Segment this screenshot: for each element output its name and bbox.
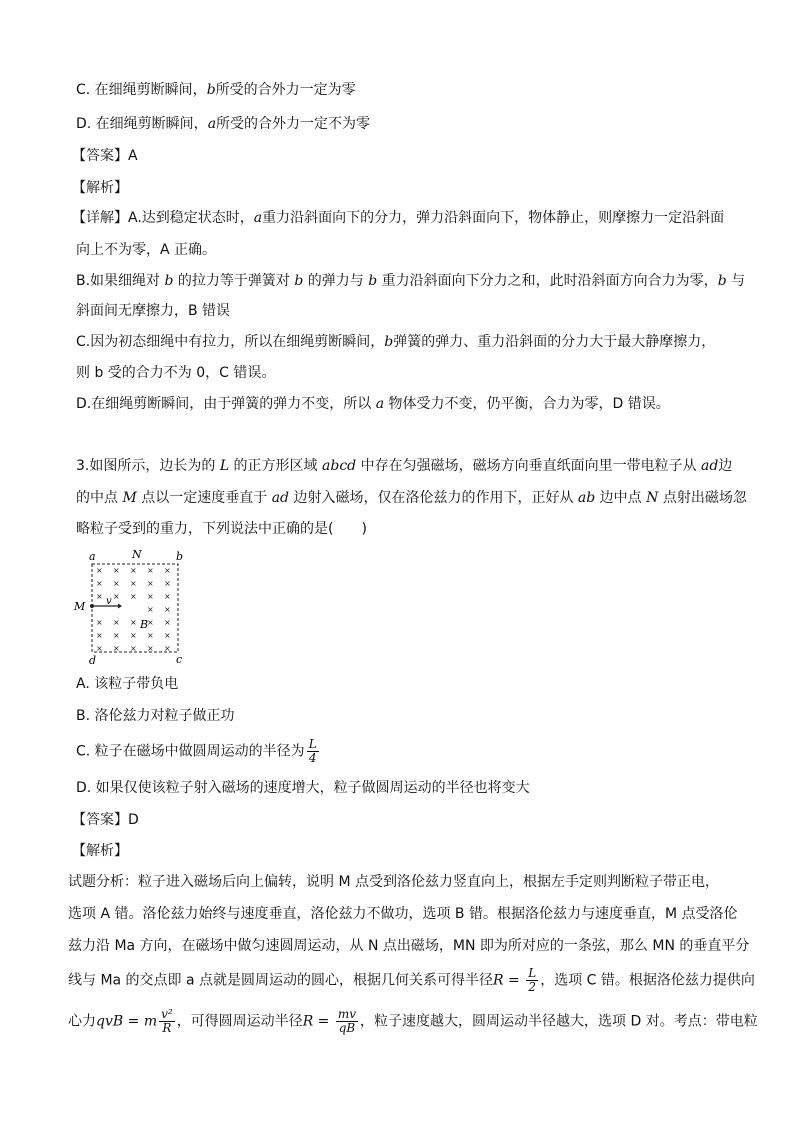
text: 点射出磁场忽	[658, 490, 747, 506]
q3-explain-3: 兹力沿 Ma 方向，在磁场中做匀速圆周运动，从 N 点出磁场，MN 即为所对应的一条弦，那么 MN 的垂直平分	[68, 938, 750, 954]
fraction-L-over-2	[526, 967, 538, 994]
field-cross: ×	[130, 579, 137, 588]
denominator: 2	[528, 980, 537, 994]
arrowhead	[118, 604, 122, 609]
text: 点以一定速度垂直于	[136, 490, 272, 506]
q3-option-c	[76, 738, 321, 765]
text: 重力沿斜面向下的分力，弹力沿斜面向下，物体静止，则摩擦力一定沿斜面	[262, 210, 725, 226]
var-M: M	[122, 490, 137, 506]
field-cross: ×	[130, 644, 137, 653]
equals: =	[123, 1013, 144, 1030]
label-a: a	[89, 550, 96, 563]
field-cross: ×	[164, 592, 171, 601]
var-abcd: abcd	[322, 458, 357, 474]
analysis-title: 【解析】	[72, 180, 128, 196]
label-d: d	[89, 654, 97, 666]
text: 重力沿斜面向下分力之和，此时沿斜面方向合力为零，	[377, 273, 718, 289]
field-cross: ×	[96, 644, 103, 653]
q3-stem-line2	[76, 488, 747, 508]
option-c-text: C. 在细绳剪断瞬间，	[76, 82, 207, 98]
field-cross: ×	[113, 631, 120, 640]
equals: =	[313, 1013, 334, 1030]
option-d-text: D. 在细绳剪断瞬间，	[76, 116, 208, 132]
var-ab: ab	[577, 490, 596, 506]
text: ，粒子速度越大，圆周运动半径越大，选项 D 对。考点：带电粒	[360, 1013, 758, 1030]
var-a: a	[207, 116, 217, 132]
q3-analysis-title: 【解析】	[72, 843, 128, 859]
field-cross: ×	[164, 631, 171, 640]
text: 的中点	[76, 490, 123, 506]
text: 的拉力等于弹簧对	[173, 273, 295, 289]
q3-option-b: B. 洛伦兹力对粒子做正功	[76, 708, 235, 724]
var-b: b	[206, 82, 216, 98]
field-cross: ×	[164, 605, 171, 614]
magnetic-field-figure	[74, 546, 194, 666]
field-cross: ×	[164, 566, 171, 575]
var-a: a	[253, 210, 263, 226]
option-d-text-2: 所受的合外力一定不为零	[216, 116, 371, 132]
label-B: B	[140, 618, 149, 631]
text: 的正方形区域	[229, 458, 323, 474]
numerator: L	[308, 737, 317, 751]
field-cross: ×	[113, 644, 120, 653]
var-R: R	[493, 972, 504, 989]
field-crosses	[96, 566, 171, 653]
var-L: L	[219, 458, 230, 474]
analysis-a-line1	[72, 208, 724, 228]
field-cross: ×	[96, 631, 103, 640]
text: 【详解】A.达到稳定状态时，	[72, 210, 254, 226]
field-cross: ×	[147, 566, 154, 575]
equals: =	[503, 972, 525, 989]
field-cross: ×	[113, 566, 120, 575]
analysis-c-line2: 则 b 受的合力不为 0，C 错误。	[76, 365, 276, 381]
field-cross: ×	[96, 592, 103, 601]
denominator: R	[162, 1021, 172, 1035]
field-cross: ×	[96, 579, 103, 588]
field-cross: ×	[164, 644, 171, 653]
analysis-a-line2: 向上不为零，A 正确。	[76, 242, 217, 258]
text: 与	[726, 273, 746, 289]
var-ad: ad	[271, 490, 290, 506]
option-c-text-2: 所受的合外力一定为零	[215, 82, 356, 98]
var-b: b	[294, 273, 304, 289]
denominator: qB	[338, 1021, 356, 1035]
text: ，选项 C 错。根据洛伦兹力提供向	[540, 972, 755, 989]
field-cross: ×	[147, 618, 154, 627]
text: 边中点	[595, 490, 647, 506]
numerator: mv	[337, 1007, 357, 1021]
option-d	[76, 114, 370, 134]
var-N: N	[646, 490, 659, 506]
text: 线与 Ma 的交点即 a 点就是圆周运动的圆心，根据几何关系可得半径	[68, 972, 494, 989]
text: 物体受力不变，仍平衡，合力为零，D 错误。	[384, 396, 670, 412]
label-c: c	[176, 653, 183, 666]
q3-explain-5	[68, 1008, 758, 1035]
text: 弹簧的弹力、重力沿斜面的分力大于最大静摩擦力，	[393, 334, 716, 350]
analysis-b-line2: 斜面间无摩擦力，B 错误	[76, 303, 231, 319]
label-N: N	[132, 548, 142, 561]
text: D.在细绳剪断瞬间，由于弹簧的弹力不变，所以	[76, 396, 376, 412]
field-cross: ×	[113, 579, 120, 588]
field-cross: ×	[147, 631, 154, 640]
analysis-d-line1	[76, 394, 670, 414]
field-cross: ×	[96, 618, 103, 627]
fraction-mv-over-qB	[336, 1008, 358, 1035]
label-v: v	[106, 596, 112, 607]
field-cross: ×	[164, 579, 171, 588]
q3-explain-2: 选项 A 错。洛伦兹力始终与速度垂直，洛伦兹力不做功，选项 B 错。根据洛伦兹力与速度垂直，M 点受洛伦	[68, 906, 738, 922]
label-b: b	[176, 550, 184, 563]
field-cross: ×	[147, 592, 154, 601]
field-cross: ×	[147, 579, 154, 588]
text: 中存在匀强磁场，磁场方向垂直纸面向里一带电粒子从	[356, 458, 702, 474]
field-cross: ×	[130, 566, 137, 575]
q3-stem-line3: 略粒子受到的重力，下列说法中正确的是( )	[76, 521, 367, 537]
field-cross: ×	[113, 592, 120, 601]
numerator: L	[528, 966, 537, 980]
var-b: b	[164, 273, 174, 289]
text: ，可得圆周运动半径	[176, 1013, 303, 1030]
field-cross: ×	[130, 618, 137, 627]
fraction-L-over-4	[307, 738, 319, 765]
field-cross: ×	[147, 605, 154, 614]
q3-answer: 【答案】D	[72, 812, 139, 828]
field-cross: ×	[130, 592, 137, 601]
text: 心力	[68, 1013, 96, 1030]
q3-stem-line1	[76, 456, 732, 476]
denominator: 4	[308, 751, 317, 765]
label-M: M	[74, 600, 86, 613]
field-cross: ×	[147, 644, 154, 653]
field-cross: ×	[130, 631, 137, 640]
var-ad: ad	[701, 458, 719, 474]
analysis-c-line1	[76, 332, 715, 352]
var-b: b	[384, 334, 394, 350]
answer: 【答案】A	[72, 148, 138, 164]
text: 3.如图所示，边长为的	[76, 458, 220, 474]
q3-explain-1: 试题分析：粒子进入磁场后向上偏转，说明 M 点受到洛伦兹力竖直向上，根据左手定则判断粒子带正电，	[68, 874, 719, 890]
numerator: v²	[161, 1007, 173, 1021]
var-b: b	[717, 273, 727, 289]
field-cross: ×	[96, 566, 103, 575]
point-M	[90, 604, 94, 608]
var-qvB: qvB	[96, 1013, 124, 1030]
text: B.如果细绳对	[76, 273, 165, 289]
option-c	[76, 80, 356, 100]
var-b: b	[368, 273, 378, 289]
q3-option-d: D. 如果仅使该粒子射入磁场的速度增大，粒子做圆周运动的半径也将变大	[76, 780, 530, 796]
field-cross: ×	[164, 618, 171, 627]
text: 边射入磁场，仅在洛伦兹力的作用下，正好从	[289, 490, 578, 506]
fraction-v2-over-R	[159, 1008, 175, 1035]
var-a: a	[375, 396, 385, 412]
var-R: R	[302, 1013, 314, 1030]
text: 边	[718, 458, 733, 474]
text: C.因为初态细绳中有拉力，所以在细绳剪断瞬间，	[76, 334, 385, 350]
q3-explain-4	[68, 967, 755, 994]
analysis-b-line1	[76, 271, 745, 291]
q3-option-a: A. 该粒子带负电	[76, 676, 179, 692]
field-cross: ×	[113, 618, 120, 627]
text: 的弹力与	[303, 273, 369, 289]
text: C. 粒子在磁场中做圆周运动的半径为	[76, 743, 305, 760]
var-m: m	[143, 1013, 158, 1030]
